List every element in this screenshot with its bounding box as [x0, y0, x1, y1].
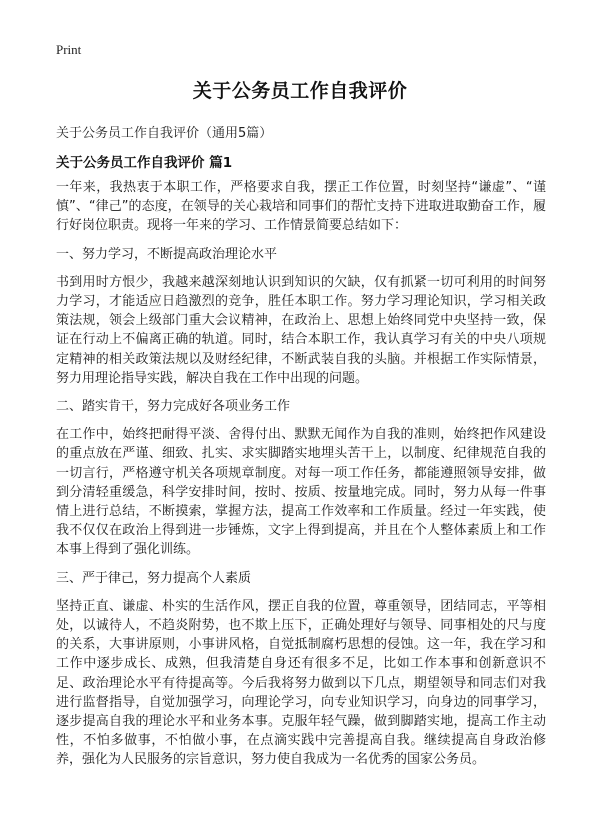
document-body [56, 178, 546, 779]
section-body-1: 书到用时方恨少，我越来越深刻地认识到知识的欠缺，仅有抓紧一切可利用的时间努力学习，才能适应日趋激烈的竞争，胜任本职工作。努力学习理论知识，学习相关政策法规，领会上级部门重大会议精神，在政治上、思想上始终同党中央坚持一致，保证在行动上不偏离正确的轨道。同时，结合本职工作，我认真学习有关的中央八项规定精神的相关政策法规以及财经纪律，不断武装自我的头脑。并根据工作实际情景，努力用理论指导实践，解决自我在工作中出现的问题。 [56, 274, 546, 386]
document-title: 关于公务员工作自我评价 [192, 80, 408, 102]
section-body-3: 坚持正直、谦虚、朴实的生活作风，摆正自我的位置，尊重领导，团结同志，平等相处，以诚待人，不趋炎附势，也不欺上压下，正确处理好与领导、同事相处的尺与度的关系，大事讲原则，小事讲风格，自觉抵制腐朽思想的侵蚀。这一年，我在学习和工作中逐步成长、成熟，但我清楚自身还有很多不足，比如工作本事和创新意识不足、政治理论水平有待提高等。今后我将努力做到以下几点，期望领导和同志们对我进行监督指导，自觉加强学习，向理论学习，向专业知识学习，向身边的同事学习，逐步提高自我的理论水平和业务本事。克服年轻气躁，做到脚踏实地，提高工作主动性，不怕多做事，不怕做小事，在点滴实践中完善提高自我。继续提高自身政治修养，强化为人民服务的宗旨意识，努力使自我成为一名优秀的国家公务员。 [56, 598, 546, 768]
section-heading-2: 二、踏实肯干，努力完成好各项业务工作 [56, 399, 291, 415]
section-heading-3: 三、严于律己，努力提高个人素质 [56, 570, 252, 586]
section-body-2: 在工作中，始终把耐得平淡、舍得付出、默默无闻作为自我的准则，始终把作风建设的重点放在严谨、细致、扎实、求实脚踏实地埋头苦干上，以制度、纪律规范自我的一切言行，严格遵守机关各项规章制度。对每一项工作任务，都能遵照领导安排，做到分清轻重缓急，科学安排时间，按时、按质、按量地完成。同时，努力从每一件事情上进行总结，不断摸索，掌握方法，提高工作效率和工作质量。经过一年实践，使我不仅仅在政治上得到进一步锤炼，文字上得到提高，并且在个人整体素质上和工作本事上得到了强化训练。 [56, 427, 546, 558]
part-heading: 关于公务员工作自我评价 篇1 [56, 155, 233, 171]
print-link[interactable]: Print [56, 42, 82, 57]
intro-paragraph: 一年来，我热衷于本职工作，严格要求自我，摆正工作位置，时刻坚持“谦虚”、“谨慎”、“律己”的态度，在领导的关心栽培和同事们的帮忙支持下进取进取勤奋工作，履行好岗位职责。现将一年来的学习、工作情景简要总结如下： [56, 180, 546, 234]
document-subtitle: 关于公务员工作自我评价（通用5篇） [56, 126, 273, 141]
section-heading-1: 一、努力学习，不断提高政治理论水平 [56, 246, 278, 262]
